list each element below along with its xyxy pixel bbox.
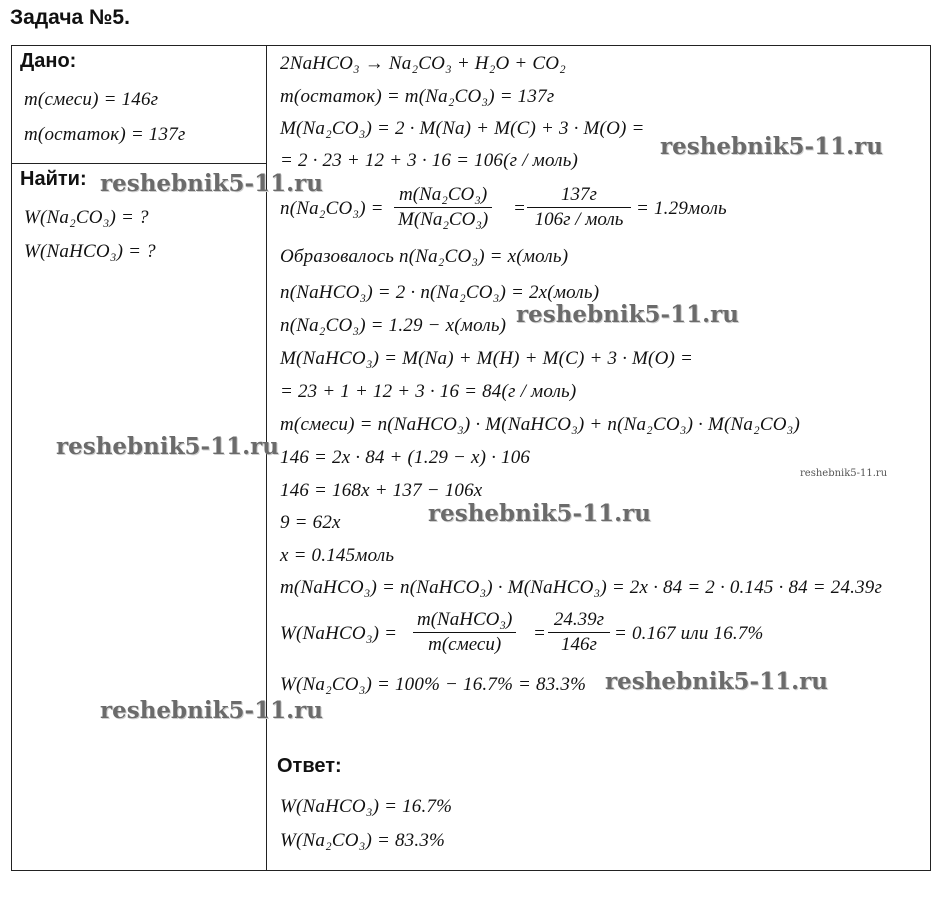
- solution-line-moles-na2co3: n(Na₂CO₃) = 1.29 − x(моль): [280, 315, 507, 336]
- watermark: reshebnik5-11.ru: [56, 433, 279, 460]
- equals-sign: =: [533, 623, 547, 644]
- watermark: reshebnik5-11.ru: [100, 697, 323, 724]
- moles-na2co3-fraction-formula: [394, 184, 492, 231]
- solution-line-expanded: 146 = 168x + 137 − 106x: [280, 480, 483, 501]
- solution-line-simplified: 9 = 62x: [280, 512, 341, 533]
- fraction-denominator: M(Na₂CO₃): [398, 209, 489, 230]
- watermark: reshebnik5-11.ru: [605, 668, 828, 695]
- moles-na2co3-result: = 1.29моль: [636, 198, 727, 219]
- find-heading: Найти:: [20, 168, 87, 190]
- solution-line-moles-nahco3: n(NaHCO₃) = 2 · n(Na₂CO₃) = 2x(моль): [280, 282, 600, 303]
- given-find-divider: [11, 163, 267, 164]
- equals-sign: =: [513, 198, 527, 219]
- solution-line-mass-nahco3: m(NaHCO₃) = n(NaHCO₃) · M(NaHCO₃) = 2x · 84 = 2 · 0.145 · 84 = 24.39г: [280, 577, 883, 598]
- fraction-w-nahco3-formula: [413, 609, 516, 656]
- watermark: reshebnik5-11.ru: [428, 500, 651, 527]
- fraction-w-nahco3-result: = 0.167 или 16.7%: [614, 623, 764, 644]
- solution-line-mixture-equation: m(смеси) = n(NaHCO₃) · M(NaHCO₃) + n(Na₂CO₃) · M(Na₂CO₃): [280, 414, 801, 435]
- answer-heading: Ответ:: [277, 755, 342, 777]
- solution-line-formed: Образовалось n(Na₂CO₃) = x(моль): [280, 246, 569, 267]
- fraction-numerator: m(Na₂CO₃): [394, 184, 492, 208]
- watermark: reshebnik5-11.ru: [100, 170, 323, 197]
- given-line-mixture-mass: m(смеси) = 146г: [24, 89, 159, 110]
- answer-line-w-na2co3: W(Na₂CO₃) = 83.3%: [280, 830, 446, 851]
- fraction-denominator: 146г: [561, 634, 597, 655]
- watermark: reshebnik5-11.ru: [660, 133, 883, 160]
- fraction-denominator: 106г / моль: [534, 209, 624, 230]
- solution-line-residue: m(остаток) = m(Na₂CO₃) = 137г: [280, 86, 555, 107]
- solution-line-w-na2co3: W(Na₂CO₃) = 100% − 16.7% = 83.3%: [280, 674, 587, 695]
- given-heading: Дано:: [20, 50, 77, 72]
- solution-line-molar-mass-na2co3: M(Na₂CO₃) = 2 · M(Na) + M(C) + 3 · M(O) =: [280, 118, 645, 139]
- task-title: Задача №5.: [10, 6, 130, 29]
- moles-na2co3-left: n(Na₂CO₃) =: [280, 198, 384, 219]
- answer-line-w-nahco3: W(NaHCO₃) = 16.7%: [280, 796, 453, 817]
- fraction-numerator: m(NaHCO₃): [413, 609, 516, 633]
- solution-line-molar-mass-nahco3: M(NaHCO₃) = M(Na) + M(H) + M(C) + 3 · M(O) =: [280, 348, 693, 369]
- find-line-w-nahco3: W(NaHCO₃) = ?: [24, 241, 156, 262]
- solution-line-substitution: 146 = 2x · 84 + (1.29 − x) · 106: [280, 447, 531, 468]
- solution-line-x-value: x = 0.145моль: [280, 545, 395, 566]
- solution-line-molar-mass-na2co3-value: = 2 · 23 + 12 + 3 · 16 = 106(г / моль): [280, 150, 579, 171]
- solution-line-molar-mass-nahco3-value: = 23 + 1 + 12 + 3 · 16 = 84(г / моль): [280, 381, 577, 402]
- watermark-small: reshebnik5-11.ru: [800, 468, 888, 479]
- find-line-w-na2co3: W(Na₂CO₃) = ?: [24, 207, 149, 228]
- reaction-equation: 2NaHCO₃ → Na₂CO₃ + H₂O + CO₂: [280, 53, 566, 74]
- fraction-numerator: 137г: [527, 184, 631, 208]
- moles-na2co3-fraction-values: [527, 184, 631, 231]
- fraction-w-nahco3-values: [548, 609, 610, 656]
- fraction-numerator: 24.39г: [548, 609, 610, 633]
- fraction-denominator: m(смеси): [428, 634, 502, 655]
- watermark: reshebnik5-11.ru: [516, 301, 739, 328]
- fraction-w-nahco3-left: W(NaHCO₃) =: [280, 623, 398, 644]
- given-line-residue-mass: m(остаток) = 137г: [24, 124, 186, 145]
